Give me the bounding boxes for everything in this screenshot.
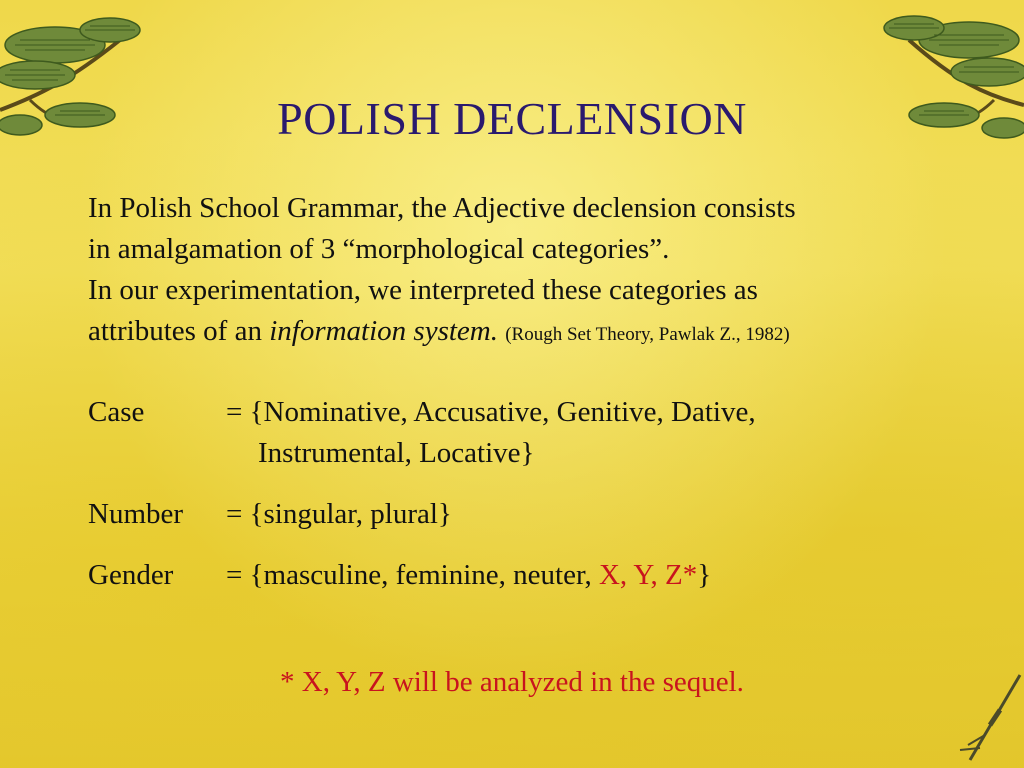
- intro-line-4: [88, 311, 948, 355]
- information-system-term: information system.: [269, 315, 498, 347]
- intro-line-2: in amalgamation of 3 “morphological categories”.: [88, 233, 670, 265]
- number-values: = {singular, plural}: [226, 498, 452, 530]
- footnote: * X, Y, Z will be analyzed in the sequel.: [280, 666, 744, 698]
- intro-line-4-prefix: attributes of an: [88, 315, 270, 347]
- gender-key: Gender: [88, 559, 174, 591]
- case-values-line-2: Instrumental, Locative}: [258, 437, 535, 469]
- gender-values-prefix: = {masculine, feminine, neuter,: [226, 559, 599, 591]
- case-values-line-1: = {Nominative, Accusative, Genitive, Dative,: [226, 396, 756, 428]
- category-definitions: [88, 392, 756, 596]
- gender-values: [226, 555, 711, 596]
- slide-title: POLISH DECLENSION: [277, 93, 747, 144]
- intro-line-1: In Polish School Grammar, the Adjective declension consists: [88, 192, 796, 224]
- gender-values-suffix: }: [697, 559, 712, 591]
- case-key: Case: [88, 396, 145, 428]
- number-key: Number: [88, 498, 184, 530]
- intro-paragraph: [88, 188, 948, 355]
- gender-highlight: X, Y, Z*: [598, 559, 698, 591]
- case-values: [226, 392, 756, 474]
- number-definition: [88, 494, 756, 535]
- reference-citation: (Rough Set Theory, Pawlak Z., 1982): [505, 324, 790, 345]
- gender-definition: [88, 555, 756, 596]
- case-definition: [88, 392, 756, 474]
- intro-line-3: In our experimentation, we interpreted these categories as: [88, 274, 758, 306]
